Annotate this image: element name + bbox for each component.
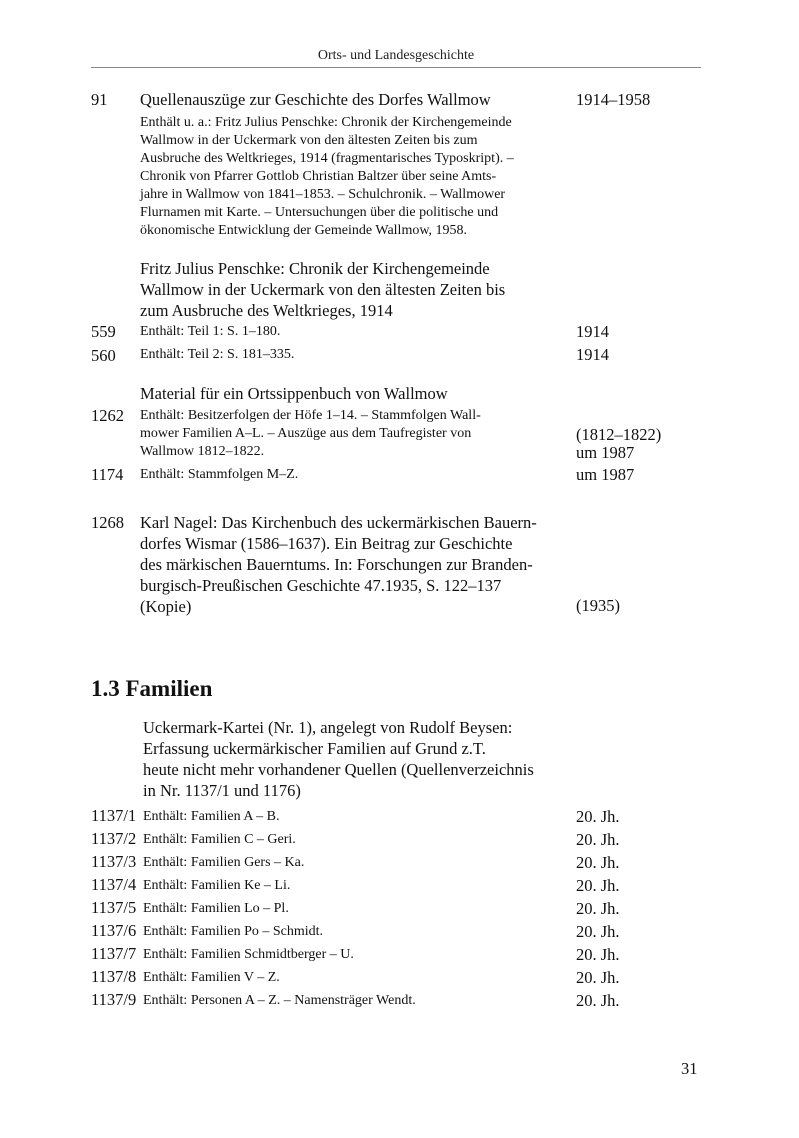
family-date: 20. Jh. bbox=[576, 945, 620, 964]
family-desc: Enthält: Familien Gers – Ka. bbox=[143, 855, 305, 870]
family-date: 20. Jh. bbox=[576, 968, 620, 987]
desc-line: Flurnamen mit Karte. – Untersuchungen über die politische und bbox=[140, 205, 499, 220]
entry-date-560: 1914 bbox=[576, 345, 609, 364]
family-date: 20. Jh. bbox=[576, 807, 620, 826]
entry-date-1268: (1935) bbox=[576, 596, 620, 615]
desc-line: Ausbruche des Weltkrieges, 1914 (fragmentarisches Typoskript). – bbox=[140, 151, 514, 166]
intro-line: Uckermark-Kartei (Nr. 1), angelegt von Rudolf Beysen: bbox=[143, 718, 513, 737]
desc-line: Wallmow 1812–1822. bbox=[140, 444, 265, 459]
desc-line: Enthält u. a.: Fritz Julius Penschke: Chronik der Kirchengemeinde bbox=[140, 115, 512, 130]
entry-desc-1174: Enthält: Stammfolgen M–Z. bbox=[140, 467, 299, 482]
family-date: 20. Jh. bbox=[576, 853, 620, 872]
entry-number-1262: 1262 bbox=[91, 406, 124, 425]
running-header: Orts- und Landesgeschichte bbox=[317, 48, 475, 63]
entry-date-1262 bbox=[576, 426, 661, 462]
family-number: 1137/5 bbox=[91, 898, 137, 917]
entry-desc-560: Enthält: Teil 2: S. 181–335. bbox=[140, 347, 295, 362]
entry-number-560: 560 bbox=[91, 346, 116, 365]
family-number: 1137/6 bbox=[91, 921, 137, 940]
desc-line: jahre in Wallmow von 1841–1853. – Schulchronik. – Wallmower bbox=[140, 187, 506, 202]
title-line: zum Ausbruche des Weltkrieges, 1914 bbox=[140, 301, 393, 320]
date-line: um 1987 bbox=[576, 443, 635, 462]
entry-date-91: 1914–1958 bbox=[576, 90, 651, 109]
title-line: des märkischen Bauerntums. In: Forschungen zur Branden- bbox=[140, 555, 533, 574]
family-desc: Enthält: Familien Schmidtberger – U. bbox=[143, 947, 354, 962]
desc-line: mower Familien A–L. – Auszüge aus dem Taufregister von bbox=[140, 426, 472, 441]
family-date: 20. Jh. bbox=[576, 922, 620, 941]
desc-line: Wallmow in der Uckermark von den ältesten Zeiten bis zum bbox=[140, 133, 478, 148]
entry-number-1268: 1268 bbox=[91, 513, 124, 532]
family-date: 20. Jh. bbox=[576, 991, 620, 1010]
family-desc: Enthält: Familien A – B. bbox=[143, 809, 280, 824]
group-title-penschke bbox=[140, 258, 505, 321]
family-date: 20. Jh. bbox=[576, 876, 620, 895]
title-line: Karl Nagel: Das Kirchenbuch des uckermärkischen Bauern- bbox=[140, 513, 537, 532]
desc-line: ökonomische Entwicklung der Gemeinde Wallmow, 1958. bbox=[140, 223, 468, 238]
entry-number-91: 91 bbox=[91, 90, 108, 109]
entry-date-1174: um 1987 bbox=[576, 465, 635, 484]
title-line: dorfes Wismar (1586–1637). Ein Beitrag zur Geschichte bbox=[140, 534, 513, 553]
desc-line: Chronik von Pfarrer Gottlob Christian Baltzer über seine Amts- bbox=[140, 169, 497, 184]
family-desc: Enthält: Familien Po – Schmidt. bbox=[143, 924, 324, 939]
title-line: Wallmow in der Uckermark von den ältesten Zeiten bis bbox=[140, 280, 506, 299]
entry-desc-91 bbox=[140, 114, 514, 240]
family-desc: Enthält: Familien Lo – Pl. bbox=[143, 901, 289, 916]
entry-desc-559: Enthält: Teil 1: S. 1–180. bbox=[140, 324, 281, 339]
family-desc: Enthält: Familien Ke – Li. bbox=[143, 878, 291, 893]
family-number: 1137/2 bbox=[91, 829, 137, 848]
family-desc: Enthält: Familien V – Z. bbox=[143, 970, 280, 985]
entry-number-1174: 1174 bbox=[91, 465, 124, 484]
section-intro bbox=[143, 717, 534, 801]
entry-title-91: Quellenauszüge zur Geschichte des Dorfes Wallmow bbox=[140, 90, 491, 109]
intro-line: Erfassung uckermärkischer Familien auf Grund z.T. bbox=[143, 739, 486, 758]
group-title-ortssippenbuch: Material für ein Ortssippenbuch von Wallmow bbox=[140, 384, 448, 403]
desc-line: Enthält: Besitzerfolgen der Höfe 1–14. – Stammfolgen Wall- bbox=[140, 408, 481, 423]
section-heading: 1.3 Familien bbox=[91, 676, 213, 701]
family-number: 1137/9 bbox=[91, 990, 137, 1009]
date-line: (1812–1822) bbox=[576, 425, 662, 444]
title-line: Fritz Julius Penschke: Chronik der Kirchengemeinde bbox=[140, 259, 490, 278]
intro-line: heute nicht mehr vorhandener Quellen (Quellenverzeichnis bbox=[143, 760, 534, 779]
family-number: 1137/3 bbox=[91, 852, 137, 871]
entry-date-559: 1914 bbox=[576, 322, 609, 341]
entry-desc-1262 bbox=[140, 407, 481, 461]
entry-title-1268 bbox=[140, 512, 537, 617]
family-number: 1137/4 bbox=[91, 875, 137, 894]
family-desc: Enthält: Familien C – Geri. bbox=[143, 832, 296, 847]
header-rule bbox=[91, 67, 701, 68]
family-number: 1137/7 bbox=[91, 944, 137, 963]
title-line: (Kopie) bbox=[140, 597, 192, 616]
family-number: 1137/8 bbox=[91, 967, 137, 986]
family-date: 20. Jh. bbox=[576, 830, 620, 849]
page-number: 31 bbox=[681, 1059, 698, 1078]
family-date: 20. Jh. bbox=[576, 899, 620, 918]
title-line: burgisch-Preußischen Geschichte 47.1935, S. 122–137 bbox=[140, 576, 502, 595]
intro-line: in Nr. 1137/1 und 1176) bbox=[143, 781, 301, 800]
family-number: 1137/1 bbox=[91, 806, 137, 825]
family-desc: Enthält: Personen A – Z. – Namensträger Wendt. bbox=[143, 993, 416, 1008]
entry-number-559: 559 bbox=[91, 322, 116, 341]
